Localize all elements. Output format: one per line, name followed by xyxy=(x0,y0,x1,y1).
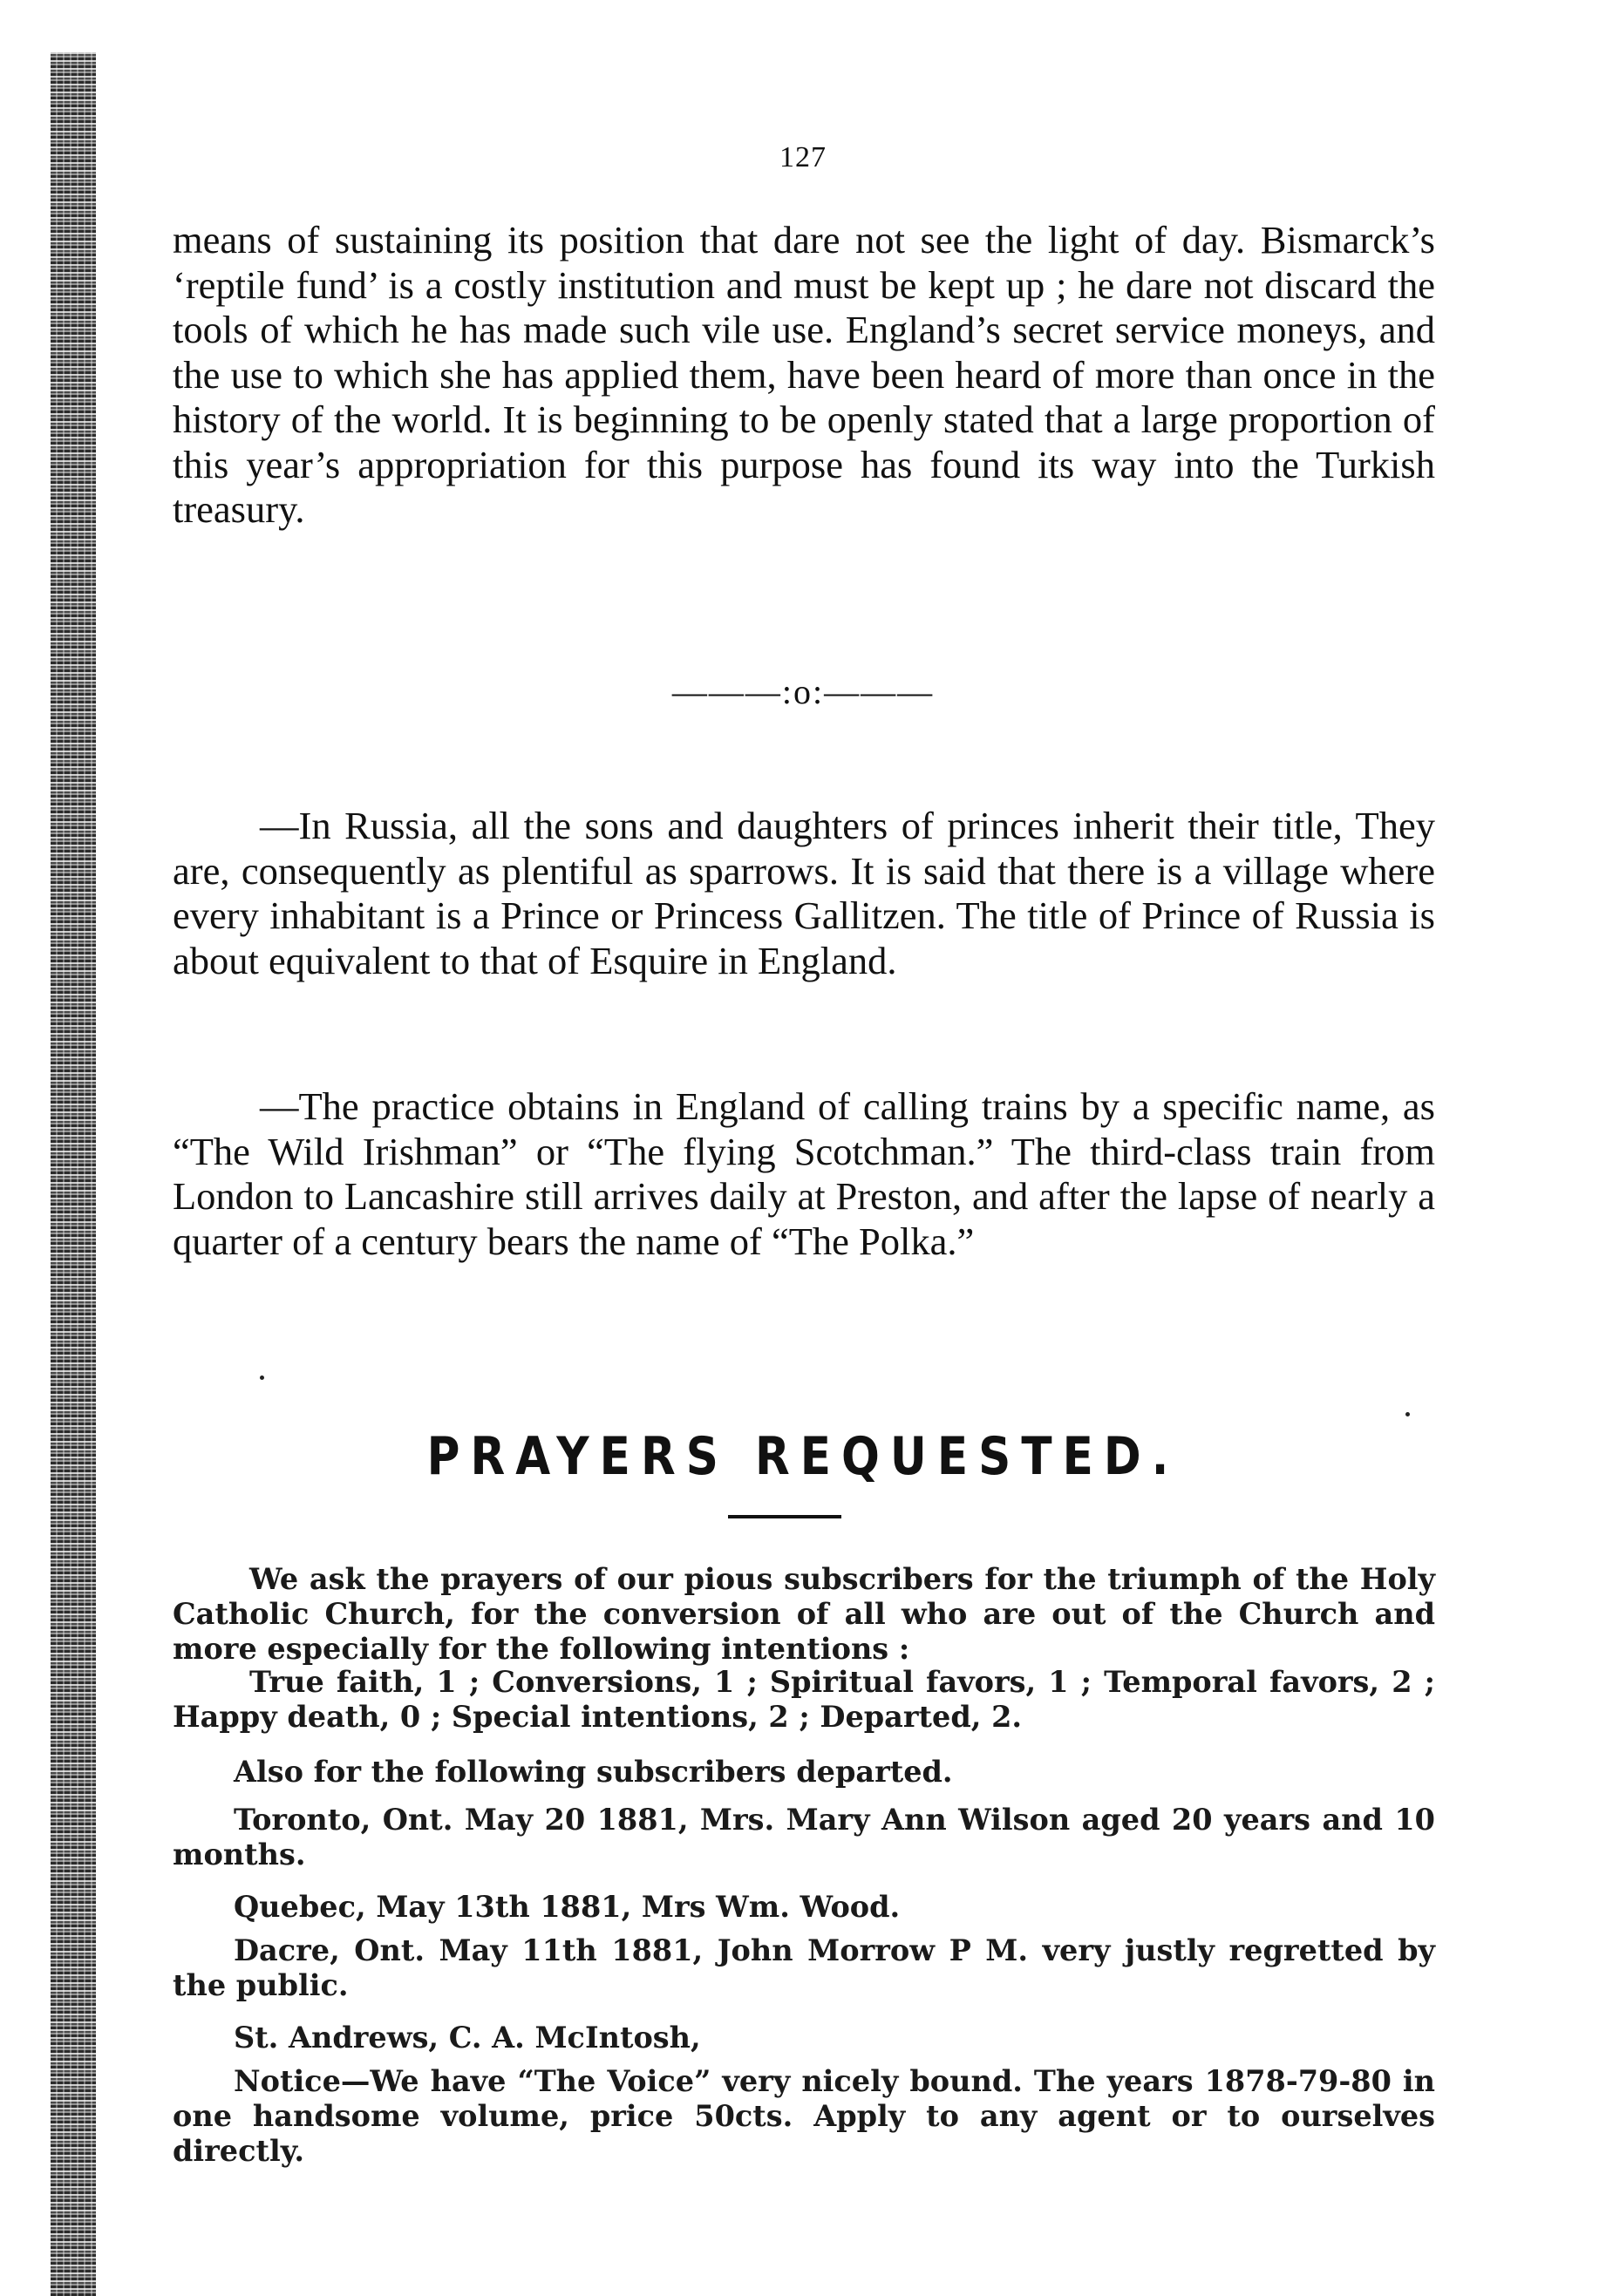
title-underline-rule xyxy=(728,1515,841,1518)
page-number: 127 xyxy=(779,141,827,173)
page-binding-edge xyxy=(51,52,96,2296)
departed-entry: Quebec, May 13th 1881, Mrs Wm. Wood. xyxy=(234,1890,901,1924)
departed-entry: St. Andrews, C. A. McIntosh, xyxy=(234,2021,701,2055)
bound-volume-notice: Notice—We have “The Voice” very nicely bound. The years 1878-79-80 in one handsome volume, price 50cts. Apply to any agent or to ourselves directly. xyxy=(173,2064,1435,2168)
article-continuation: means of sustaining its position that dare not see the light of day. Bismarck’s ‘reptile fund’ is a costly institution and must be kept up ; he dare not discard the tools of which he has made such vile use. England’s secret service moneys, and the use to which she has applied them, have been heard of more than once in the history of the world. It is beginning to be openly stated that a large proportion of this year’s appropriation for this purpose has found its way into the Turkish treasury. xyxy=(173,218,1435,531)
section-title-prayers-requested: PRAYERS REQUESTED. xyxy=(426,1426,1180,1487)
note-named-trains: —The practice obtains in England of calling trains by a specific name, as “The Wild Irishman” or “The flying Scotchman.” The third-class train from London to Lancashire still arrives daily at Preston, and after the lapse of nearly a quarter of a century bears the name of “The Polka.” xyxy=(173,1084,1435,1263)
note-russia-princes: —In Russia, all the sons and daughters of princes inherit their title, They are, consequently as plentiful as sparrows. It is said that there is a village where every inhabitant is a Prince or Princess Gallitzen. The title of Prince of Russia is about equivalent to that of Esquire in England. xyxy=(173,804,1435,982)
print-speck xyxy=(1405,1412,1410,1416)
print-speck xyxy=(260,1376,264,1380)
prayers-intentions: True faith, 1 ; Conversions, 1 ; Spiritual favors, 1 ; Temporal favors, 2 ; Happy death, 0 ; Special intentions, 2 ; Departed, 2. xyxy=(173,1665,1435,1734)
departed-entry: Dacre, Ont. May 11th 1881, John Morrow P M. very justly regretted by the public. xyxy=(173,1933,1435,2002)
prayers-intro: We ask the prayers of our pious subscribers for the triumph of the Holy Catholic Church, for the conversion of all who are out of the Church and more especially for the following intentions : xyxy=(173,1562,1435,1666)
departed-heading: Also for the following subscribers departed. xyxy=(234,1755,953,1789)
section-separator: ———:o:——— xyxy=(671,672,935,711)
departed-entry: Toronto, Ont. May 20 1881, Mrs. Mary Ann Wilson aged 20 years and 10 months. xyxy=(173,1803,1435,1871)
